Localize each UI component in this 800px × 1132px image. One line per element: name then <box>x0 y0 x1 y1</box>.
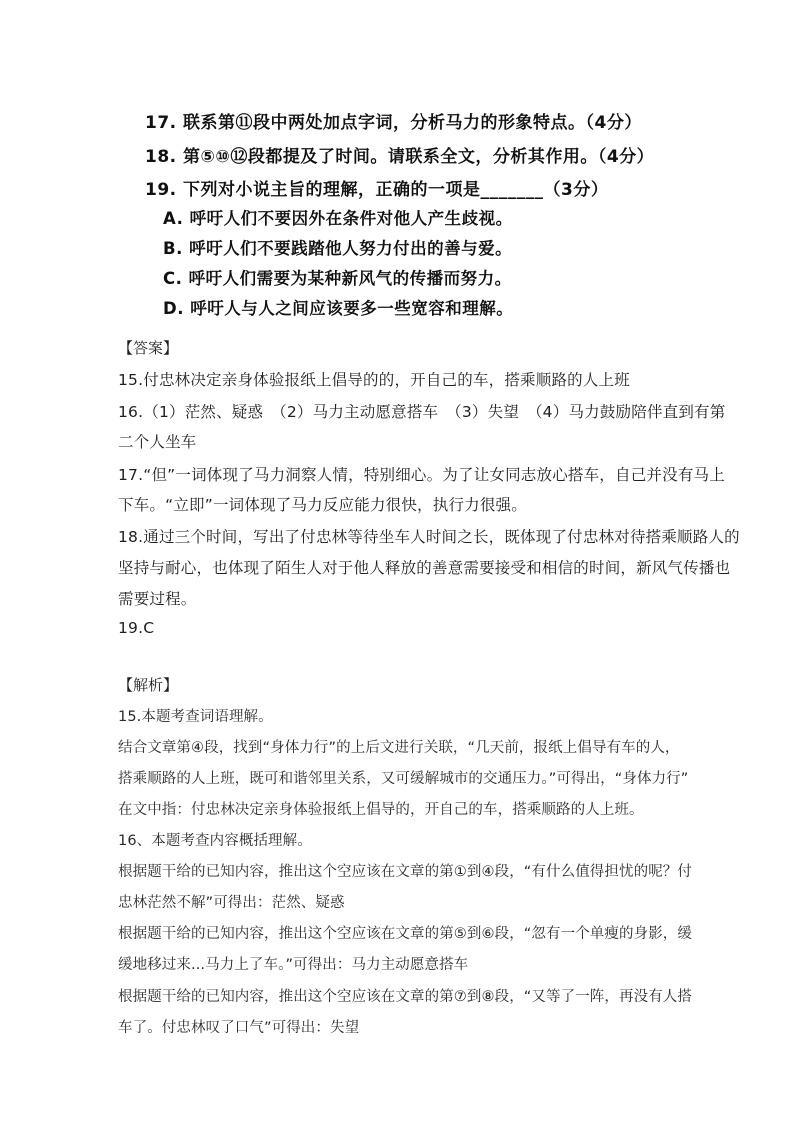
answer-line: 15.付忠林决定亲身体验报纸上倡导的的，开自己的车，搭乘顺路的人上班 <box>118 371 630 389</box>
analysis-line: 结合文章第④段，找到“身体力行”的上后文进行关联，“几天前，报纸上倡导有车的人， <box>118 740 680 756</box>
answer-line: 19.C <box>118 619 155 637</box>
answer-line: 下车。“立即”一词体现了马力反应能力很快，执行力很强。 <box>118 496 527 514</box>
analysis-line: 车了。付忠林叹了口气”可得出：失望 <box>118 1020 360 1036</box>
analysis-heading: 【解析】 <box>118 676 179 694</box>
analysis-line: 16、本题考查内容概括理解。 <box>118 833 312 849</box>
answer-line: 16.（1）茫然、疑惑 （2）马力主动愿意搭车 （3）失望 （4）马力鼓励陪伴直到有第 <box>118 403 726 421</box>
analysis-line: 根据题干给的已知内容，推出这个空应该在文章的第⑤到⑥段，“忽有一个单瘦的身影，缓 <box>118 926 693 942</box>
question-18: 18. 第⑤⑩⑫段都提及了时间。请联系全文，分析其作用。（4分） <box>145 147 655 167</box>
answer-line: 18.通过三个时间，写出了付忠林等待坐车人时间之长，既体现了付忠林对待搭乘顺路人的 <box>118 528 740 546</box>
analysis-line: 15.本题考查词语理解。 <box>118 709 273 725</box>
analysis-line: 根据题干给的已知内容，推出这个空应该在文章的第⑦到⑧段，“又等了一阵，再没有人搭 <box>118 989 693 1005</box>
analysis-line: 缓地移过来...马力上了车。”可得出：马力主动愿意搭车 <box>118 957 469 973</box>
answer-heading: 【答案】 <box>118 339 179 357</box>
analysis-line: 忠林茫然不解”可得出：茫然、疑惑 <box>118 895 345 911</box>
question-19: 19. 下列对小说主旨的理解，正确的一项是_______（3分） <box>145 180 609 200</box>
answer-line: 二个人坐车 <box>118 433 197 451</box>
question-17: 17. 联系第⑪段中两处加点字词，分析马力的形象特点。（4分） <box>145 113 642 133</box>
answer-line: 坚持与耐心，也体现了陌生人对于他人释放的善意需要接受和相信的时间，新风气传播也 <box>118 559 731 577</box>
analysis-line: 根据题干给的已知内容，推出这个空应该在文章的第①到④段，“有什么值得担忧的呢？付 <box>118 864 693 880</box>
option-a: A. 呼吁人们不要因外在条件对他人产生歧视。 <box>163 209 513 228</box>
option-c: C. 呼吁人们需要为某种新风气的传播而努力。 <box>163 269 512 288</box>
option-b: B. 呼吁人们不要践踏他人努力付出的善与爱。 <box>163 239 513 258</box>
analysis-line: 在文中指：付忠林决定亲身体验报纸上倡导的，开自己的车，搭乘顺路的人上班。 <box>118 802 644 818</box>
option-d: D. 呼吁人与人之间应该要多一些宽容和理解。 <box>163 299 514 318</box>
answer-line: 需要过程。 <box>118 590 197 608</box>
answer-line: 17.“但”一词体现了马力洞察人情，特别细心。为了让女同志放心搭车，自己并没有马上 <box>118 466 725 484</box>
analysis-line: 搭乘顺路的人上班，既可和谐邻里关系，又可缓解城市的交通压力。”可得出，“身体力行” <box>118 771 689 787</box>
